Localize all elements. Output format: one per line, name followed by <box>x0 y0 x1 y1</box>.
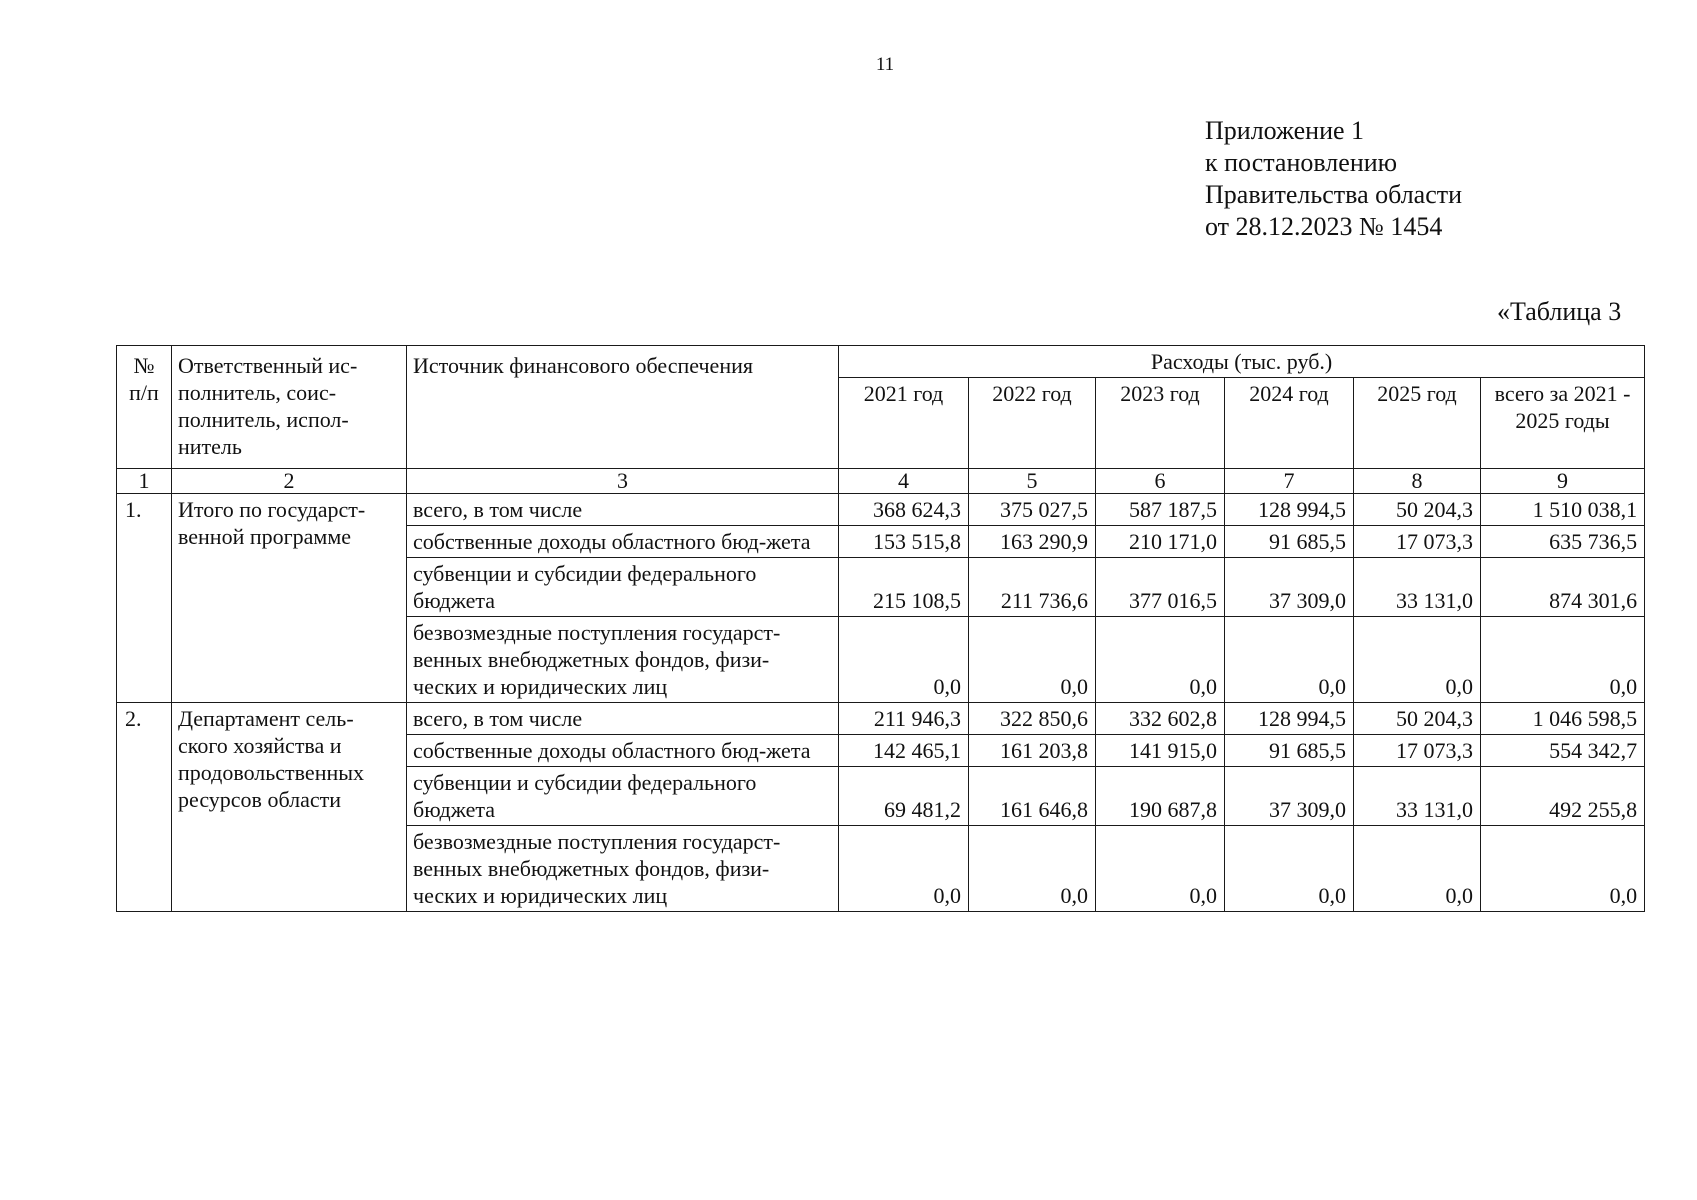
header-year-2024: 2024 год <box>1225 378 1354 469</box>
year-value-cell: 0,0 <box>1225 826 1354 912</box>
source-cell: всего, в том числе <box>407 494 839 526</box>
total-value-cell: 554 342,7 <box>1481 735 1645 767</box>
year-value-cell: 153 515,8 <box>839 526 969 558</box>
year-value-cell: 211 946,3 <box>839 703 969 735</box>
year-value-cell: 161 203,8 <box>969 735 1096 767</box>
appendix-note <box>1205 115 1462 243</box>
source-cell: субвенции и субсидии федерального бюджета <box>407 767 839 826</box>
year-value-cell: 587 187,5 <box>1096 494 1225 526</box>
header-total: всего за 2021 - 2025 годы <box>1481 378 1645 469</box>
year-value-cell: 37 309,0 <box>1225 767 1354 826</box>
year-value-cell: 142 465,1 <box>839 735 969 767</box>
financing-table <box>116 345 1645 912</box>
index-row <box>117 469 1645 494</box>
total-value-cell: 635 736,5 <box>1481 526 1645 558</box>
header-year-2023: 2023 год <box>1096 378 1225 469</box>
source-cell: собственные доходы областного бюд-жета <box>407 735 839 767</box>
year-value-cell: 91 685,5 <box>1225 735 1354 767</box>
appendix-line-2: к постановлению <box>1205 148 1398 177</box>
year-value-cell: 375 027,5 <box>969 494 1096 526</box>
year-value-cell: 0,0 <box>1096 826 1225 912</box>
appendix-line-4: от 28.12.2023 № 1454 <box>1205 212 1443 241</box>
table-row <box>117 703 1645 735</box>
index-cell: 9 <box>1481 469 1645 494</box>
row-number: 2. <box>117 703 172 912</box>
executor-cell: Итого по государст-венной программе <box>172 494 407 703</box>
year-value-cell: 33 131,0 <box>1354 767 1481 826</box>
year-value-cell: 50 204,3 <box>1354 703 1481 735</box>
index-cell: 4 <box>839 469 969 494</box>
appendix-line-1: Приложение 1 <box>1205 116 1365 145</box>
table-label: «Таблица 3 <box>1497 297 1622 326</box>
index-cell: 1 <box>117 469 172 494</box>
index-cell: 6 <box>1096 469 1225 494</box>
header-year-2025: 2025 год <box>1354 378 1481 469</box>
source-cell: всего, в том числе <box>407 703 839 735</box>
total-value-cell: 0,0 <box>1481 826 1645 912</box>
source-cell: собственные доходы областного бюд-жета <box>407 526 839 558</box>
year-value-cell: 0,0 <box>969 826 1096 912</box>
year-value-cell: 91 685,5 <box>1225 526 1354 558</box>
year-value-cell: 0,0 <box>839 617 969 703</box>
year-value-cell: 322 850,6 <box>969 703 1096 735</box>
year-value-cell: 17 073,3 <box>1354 735 1481 767</box>
year-value-cell: 377 016,5 <box>1096 558 1225 617</box>
page-number: 11 <box>875 54 895 75</box>
year-value-cell: 332 602,8 <box>1096 703 1225 735</box>
year-value-cell: 69 481,2 <box>839 767 969 826</box>
year-value-cell: 0,0 <box>1354 617 1481 703</box>
year-value-cell: 37 309,0 <box>1225 558 1354 617</box>
year-value-cell: 33 131,0 <box>1354 558 1481 617</box>
header-col-source: Источник финансового обеспечения <box>407 346 839 469</box>
year-value-cell: 215 108,5 <box>839 558 969 617</box>
year-value-cell: 211 736,6 <box>969 558 1096 617</box>
year-value-cell: 141 915,0 <box>1096 735 1225 767</box>
index-cell: 7 <box>1225 469 1354 494</box>
year-value-cell: 0,0 <box>969 617 1096 703</box>
header-col-executor: Ответственный ис-полнитель, соис-полнитель, испол-нитель <box>172 346 407 469</box>
header-col-no: № п/п <box>117 346 172 469</box>
total-value-cell: 492 255,8 <box>1481 767 1645 826</box>
year-value-cell: 0,0 <box>839 826 969 912</box>
appendix-line-3: Правительства области <box>1205 180 1463 209</box>
year-value-cell: 0,0 <box>1354 826 1481 912</box>
year-value-cell: 163 290,9 <box>969 526 1096 558</box>
executor-cell: Департамент сель-ского хозяйства и продовольственных ресурсов области <box>172 703 407 912</box>
index-cell: 8 <box>1354 469 1481 494</box>
year-value-cell: 17 073,3 <box>1354 526 1481 558</box>
source-cell: субвенции и субсидии федерального бюджета <box>407 558 839 617</box>
source-cell: безвозмездные поступления государст-венных внебюджетных фондов, физи-ческих и юридических лиц <box>407 617 839 703</box>
index-cell: 2 <box>172 469 407 494</box>
year-value-cell: 128 994,5 <box>1225 703 1354 735</box>
year-value-cell: 50 204,3 <box>1354 494 1481 526</box>
table-row <box>117 494 1645 526</box>
header-year-2022: 2022 год <box>969 378 1096 469</box>
year-value-cell: 368 624,3 <box>839 494 969 526</box>
row-number: 1. <box>117 494 172 703</box>
year-value-cell: 210 171,0 <box>1096 526 1225 558</box>
total-value-cell: 1 510 038,1 <box>1481 494 1645 526</box>
year-value-cell: 0,0 <box>1096 617 1225 703</box>
total-value-cell: 1 046 598,5 <box>1481 703 1645 735</box>
header-expenses: Расходы (тыс. руб.) <box>839 346 1645 378</box>
header-year-2021: 2021 год <box>839 378 969 469</box>
total-value-cell: 0,0 <box>1481 617 1645 703</box>
year-value-cell: 161 646,8 <box>969 767 1096 826</box>
source-cell: безвозмездные поступления государст-венных внебюджетных фондов, физи-ческих и юридических лиц <box>407 826 839 912</box>
header-row-1 <box>117 346 1645 378</box>
year-value-cell: 0,0 <box>1225 617 1354 703</box>
total-value-cell: 874 301,6 <box>1481 558 1645 617</box>
year-value-cell: 190 687,8 <box>1096 767 1225 826</box>
index-cell: 5 <box>969 469 1096 494</box>
year-value-cell: 128 994,5 <box>1225 494 1354 526</box>
index-cell: 3 <box>407 469 839 494</box>
